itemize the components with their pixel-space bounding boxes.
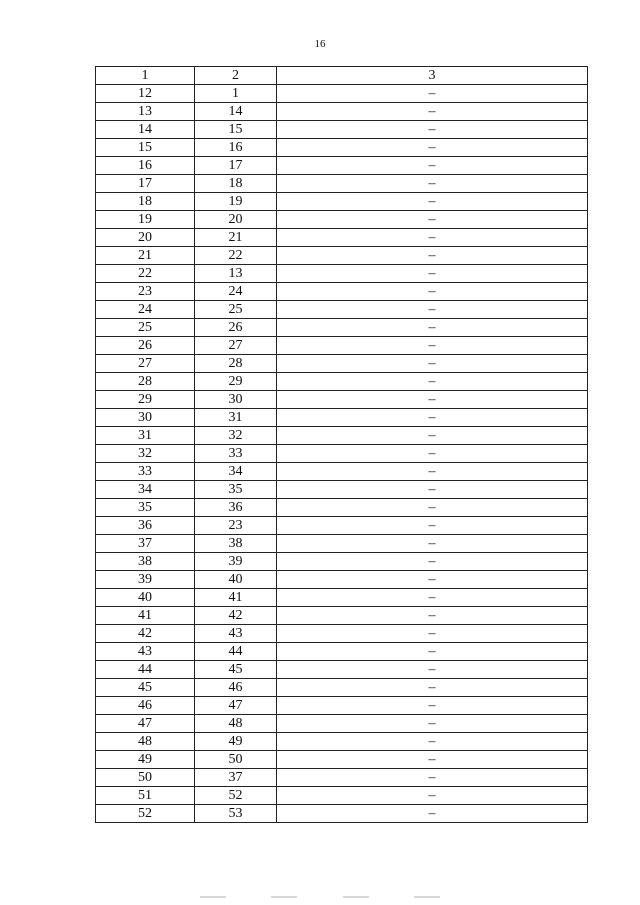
table-cell-col-1: 49 bbox=[96, 751, 195, 769]
table-row bbox=[96, 643, 588, 661]
table-cell-col-3: – bbox=[277, 715, 588, 733]
table-cell-col-1: 26 bbox=[96, 337, 195, 355]
table-cell-col-1: 15 bbox=[96, 139, 195, 157]
table-cell-col-1: 40 bbox=[96, 589, 195, 607]
table-cell-col-1: 32 bbox=[96, 445, 195, 463]
table-row bbox=[96, 283, 588, 301]
table-row bbox=[96, 589, 588, 607]
table-cell-col-2: 28 bbox=[195, 355, 277, 373]
table-cell-col-1: 18 bbox=[96, 193, 195, 211]
table-cell-col-1: 22 bbox=[96, 265, 195, 283]
table-cell-col-3: – bbox=[277, 283, 588, 301]
table-cell-col-2: 17 bbox=[195, 157, 277, 175]
table-cell-col-2: 25 bbox=[195, 301, 277, 319]
table-cell-col-2: 49 bbox=[195, 733, 277, 751]
table-cell-col-3: – bbox=[277, 175, 588, 193]
table-cell-col-3: – bbox=[277, 229, 588, 247]
column-header-2: 2 bbox=[195, 67, 277, 85]
table-cell-col-1: 47 bbox=[96, 715, 195, 733]
table-cell-col-1: 43 bbox=[96, 643, 195, 661]
table-cell-col-1: 24 bbox=[96, 301, 195, 319]
table-cell-col-1: 16 bbox=[96, 157, 195, 175]
table-row bbox=[96, 157, 588, 175]
table-cell-col-2: 26 bbox=[195, 319, 277, 337]
table-row bbox=[96, 85, 588, 103]
table-row bbox=[96, 805, 588, 823]
table-cell-col-3: – bbox=[277, 301, 588, 319]
table-cell-col-2: 37 bbox=[195, 769, 277, 787]
table-row bbox=[96, 229, 588, 247]
footer-mark bbox=[271, 896, 297, 898]
table-row bbox=[96, 337, 588, 355]
table-cell-col-3: – bbox=[277, 85, 588, 103]
table-row bbox=[96, 697, 588, 715]
table-body bbox=[96, 85, 588, 823]
table-row bbox=[96, 175, 588, 193]
table-cell-col-2: 22 bbox=[195, 247, 277, 265]
table-cell-col-2: 53 bbox=[195, 805, 277, 823]
table-row bbox=[96, 139, 588, 157]
table-cell-col-3: – bbox=[277, 535, 588, 553]
table-cell-col-2: 44 bbox=[195, 643, 277, 661]
table-cell-col-1: 34 bbox=[96, 481, 195, 499]
table-cell-col-2: 40 bbox=[195, 571, 277, 589]
data-table bbox=[95, 66, 588, 823]
table-cell-col-2: 36 bbox=[195, 499, 277, 517]
table-cell-col-3: – bbox=[277, 661, 588, 679]
table-row bbox=[96, 499, 588, 517]
table-row bbox=[96, 427, 588, 445]
table-cell-col-2: 41 bbox=[195, 589, 277, 607]
table-cell-col-1: 25 bbox=[96, 319, 195, 337]
table-cell-col-3: – bbox=[277, 355, 588, 373]
table-cell-col-3: – bbox=[277, 211, 588, 229]
table-cell-col-1: 29 bbox=[96, 391, 195, 409]
table-cell-col-3: – bbox=[277, 427, 588, 445]
table-row bbox=[96, 247, 588, 265]
column-header-1: 1 bbox=[96, 67, 195, 85]
table-cell-col-3: – bbox=[277, 463, 588, 481]
table-cell-col-1: 23 bbox=[96, 283, 195, 301]
table-row bbox=[96, 265, 588, 283]
table-cell-col-2: 38 bbox=[195, 535, 277, 553]
table-row bbox=[96, 319, 588, 337]
table-row bbox=[96, 769, 588, 787]
table-cell-col-3: – bbox=[277, 787, 588, 805]
table-header bbox=[96, 67, 588, 85]
table-cell-col-2: 35 bbox=[195, 481, 277, 499]
table-cell-col-1: 13 bbox=[96, 103, 195, 121]
table-cell-col-3: – bbox=[277, 643, 588, 661]
table-cell-col-2: 19 bbox=[195, 193, 277, 211]
table-row bbox=[96, 481, 588, 499]
table-cell-col-3: – bbox=[277, 103, 588, 121]
table-row bbox=[96, 607, 588, 625]
table-cell-col-3: – bbox=[277, 733, 588, 751]
table-cell-col-2: 47 bbox=[195, 697, 277, 715]
table-cell-col-2: 52 bbox=[195, 787, 277, 805]
footer-mark bbox=[414, 896, 440, 898]
table-cell-col-3: – bbox=[277, 517, 588, 535]
table-cell-col-1: 17 bbox=[96, 175, 195, 193]
table-row bbox=[96, 391, 588, 409]
table-cell-col-2: 13 bbox=[195, 265, 277, 283]
table-cell-col-3: – bbox=[277, 751, 588, 769]
table-cell-col-3: – bbox=[277, 247, 588, 265]
table-cell-col-2: 31 bbox=[195, 409, 277, 427]
table-cell-col-3: – bbox=[277, 697, 588, 715]
table-row bbox=[96, 787, 588, 805]
table-header-row bbox=[96, 67, 588, 85]
table-row bbox=[96, 553, 588, 571]
table-cell-col-2: 46 bbox=[195, 679, 277, 697]
table-row bbox=[96, 301, 588, 319]
table-cell-col-2: 34 bbox=[195, 463, 277, 481]
table-cell-col-1: 28 bbox=[96, 373, 195, 391]
table-cell-col-2: 29 bbox=[195, 373, 277, 391]
table-cell-col-1: 37 bbox=[96, 535, 195, 553]
table-cell-col-3: – bbox=[277, 571, 588, 589]
table-cell-col-2: 24 bbox=[195, 283, 277, 301]
table-cell-col-2: 42 bbox=[195, 607, 277, 625]
table-cell-col-2: 33 bbox=[195, 445, 277, 463]
table-row bbox=[96, 751, 588, 769]
table-cell-col-3: – bbox=[277, 157, 588, 175]
table-row bbox=[96, 409, 588, 427]
table-cell-col-1: 14 bbox=[96, 121, 195, 139]
table-cell-col-3: – bbox=[277, 805, 588, 823]
table-row bbox=[96, 715, 588, 733]
table-cell-col-3: – bbox=[277, 337, 588, 355]
table-cell-col-3: – bbox=[277, 607, 588, 625]
table-cell-col-2: 27 bbox=[195, 337, 277, 355]
table-cell-col-2: 15 bbox=[195, 121, 277, 139]
table-cell-col-2: 18 bbox=[195, 175, 277, 193]
table-cell-col-3: – bbox=[277, 679, 588, 697]
table-cell-col-2: 20 bbox=[195, 211, 277, 229]
table-cell-col-1: 30 bbox=[96, 409, 195, 427]
table-cell-col-1: 44 bbox=[96, 661, 195, 679]
table-row bbox=[96, 193, 588, 211]
footer-scan-marks bbox=[200, 896, 440, 900]
table-cell-col-1: 45 bbox=[96, 679, 195, 697]
table-row bbox=[96, 535, 588, 553]
table-cell-col-3: – bbox=[277, 121, 588, 139]
footer-mark bbox=[200, 896, 226, 898]
table-cell-col-1: 38 bbox=[96, 553, 195, 571]
table-row bbox=[96, 103, 588, 121]
table-cell-col-1: 33 bbox=[96, 463, 195, 481]
table-cell-col-3: – bbox=[277, 445, 588, 463]
table-cell-col-3: – bbox=[277, 625, 588, 643]
table-cell-col-1: 21 bbox=[96, 247, 195, 265]
table-row bbox=[96, 733, 588, 751]
table-cell-col-3: – bbox=[277, 193, 588, 211]
table-row bbox=[96, 571, 588, 589]
table-row bbox=[96, 661, 588, 679]
table-cell-col-3: – bbox=[277, 391, 588, 409]
table-cell-col-1: 51 bbox=[96, 787, 195, 805]
table-row bbox=[96, 373, 588, 391]
table-cell-col-3: – bbox=[277, 481, 588, 499]
table-cell-col-3: – bbox=[277, 319, 588, 337]
table-cell-col-2: 32 bbox=[195, 427, 277, 445]
table-cell-col-2: 39 bbox=[195, 553, 277, 571]
table-cell-col-1: 42 bbox=[96, 625, 195, 643]
table-cell-col-3: – bbox=[277, 589, 588, 607]
table-cell-col-3: – bbox=[277, 373, 588, 391]
table-cell-col-3: – bbox=[277, 409, 588, 427]
table-cell-col-2: 21 bbox=[195, 229, 277, 247]
table-cell-col-1: 41 bbox=[96, 607, 195, 625]
table-row bbox=[96, 625, 588, 643]
table-cell-col-3: – bbox=[277, 769, 588, 787]
table-row bbox=[96, 211, 588, 229]
table-row bbox=[96, 355, 588, 373]
table-cell-col-1: 36 bbox=[96, 517, 195, 535]
table-cell-col-1: 46 bbox=[96, 697, 195, 715]
footer-mark bbox=[343, 896, 369, 898]
table-cell-col-2: 48 bbox=[195, 715, 277, 733]
table-cell-col-1: 39 bbox=[96, 571, 195, 589]
page-number: 16 bbox=[314, 38, 326, 50]
table-cell-col-1: 27 bbox=[96, 355, 195, 373]
table-cell-col-3: – bbox=[277, 265, 588, 283]
table-cell-col-2: 43 bbox=[195, 625, 277, 643]
table-cell-col-2: 14 bbox=[195, 103, 277, 121]
table-cell-col-1: 52 bbox=[96, 805, 195, 823]
table-row bbox=[96, 679, 588, 697]
table-cell-col-1: 20 bbox=[96, 229, 195, 247]
column-header-3: 3 bbox=[277, 67, 588, 85]
table-cell-col-1: 19 bbox=[96, 211, 195, 229]
table-cell-col-2: 45 bbox=[195, 661, 277, 679]
table-cell-col-1: 48 bbox=[96, 733, 195, 751]
table-cell-col-2: 1 bbox=[195, 85, 277, 103]
table-cell-col-2: 16 bbox=[195, 139, 277, 157]
table-row bbox=[96, 463, 588, 481]
table-cell-col-2: 23 bbox=[195, 517, 277, 535]
table-cell-col-1: 31 bbox=[96, 427, 195, 445]
table-cell-col-1: 12 bbox=[96, 85, 195, 103]
table-cell-col-3: – bbox=[277, 499, 588, 517]
table-cell-col-3: – bbox=[277, 553, 588, 571]
table-row bbox=[96, 517, 588, 535]
table-cell-col-2: 50 bbox=[195, 751, 277, 769]
table-cell-col-3: – bbox=[277, 139, 588, 157]
table-cell-col-1: 50 bbox=[96, 769, 195, 787]
table-cell-col-1: 35 bbox=[96, 499, 195, 517]
table-row bbox=[96, 121, 588, 139]
table-row bbox=[96, 445, 588, 463]
table-cell-col-2: 30 bbox=[195, 391, 277, 409]
